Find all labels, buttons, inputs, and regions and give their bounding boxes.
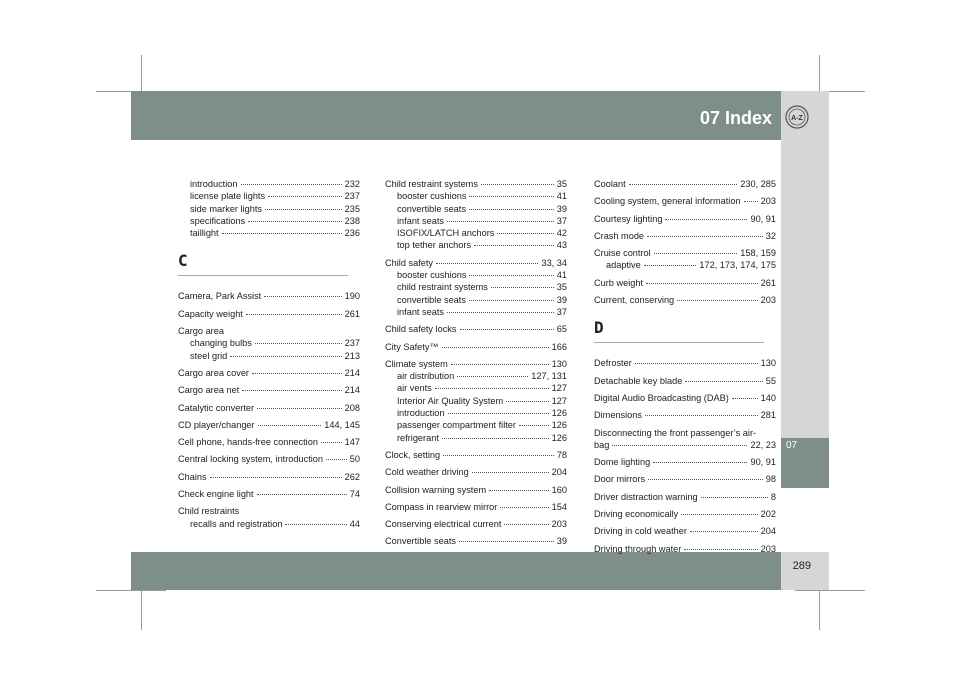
index-entry <box>594 375 776 387</box>
index-entry <box>385 341 567 353</box>
index-entry <box>594 277 776 289</box>
index-entry-label: introduction <box>190 179 238 189</box>
leader-dots <box>285 524 346 525</box>
index-entry-page: 172, 173, 174, 175 <box>699 260 776 271</box>
index-entry-label: Cargo area net <box>178 385 240 396</box>
index-entry-label: bag <box>594 439 610 450</box>
index-entry-page: 55 <box>765 375 776 386</box>
index-entry-page: 204 <box>551 467 567 478</box>
index-entry-label: Camera, Park Assist <box>178 291 262 302</box>
index-entry-page: 35 <box>556 282 567 293</box>
leader-dots <box>690 531 758 532</box>
index-entry <box>385 203 567 215</box>
index-entry-label: Collision warning system <box>385 484 487 495</box>
index-entry-label: Child restraints <box>178 506 240 517</box>
index-entry <box>178 518 360 530</box>
index-entry-label: Child safety <box>385 257 434 268</box>
index-entry-page: 204 <box>760 526 776 537</box>
index-entry <box>385 323 567 335</box>
index-entry-label: refrigerant <box>397 432 439 443</box>
index-entry-label: infant seats <box>397 306 444 317</box>
index-entry-label: Driver distraction warning <box>594 491 698 502</box>
index-entry-label: adaptive <box>606 260 641 271</box>
index-entry <box>594 213 776 225</box>
svg-text:A-Z: A-Z <box>791 115 803 122</box>
leader-dots <box>665 219 747 220</box>
index-entry-page: 74 <box>349 489 360 500</box>
index-entry <box>385 178 567 190</box>
index-entry <box>385 466 567 478</box>
index-entry <box>594 473 776 485</box>
index-entry-label: Compass in rearview mirror <box>385 501 498 512</box>
index-entry <box>594 508 776 520</box>
index-entry-label: Cargo area <box>178 326 224 337</box>
index-entry-page: 190 <box>344 291 360 302</box>
index-entry-page: 126 <box>551 408 567 419</box>
leader-dots <box>222 233 342 234</box>
leader-dots <box>519 425 549 426</box>
index-entry-label: Current, conserving <box>594 295 675 306</box>
index-entry-label: recalls and registration <box>190 518 283 529</box>
index-entry <box>178 419 360 431</box>
leader-dots <box>647 236 763 237</box>
leader-dots <box>684 549 757 550</box>
leader-dots <box>242 390 341 391</box>
leader-dots <box>677 300 757 301</box>
index-entry-label: booster cushions <box>397 191 467 202</box>
index-entry-page: 35 <box>556 179 567 189</box>
index-entry <box>178 505 360 517</box>
leader-dots <box>681 514 757 515</box>
index-entry <box>385 281 567 293</box>
index-entry-page: 203 <box>551 519 567 530</box>
index-entry <box>178 227 360 239</box>
index-entry <box>594 178 776 190</box>
index-entry-page: 202 <box>760 509 776 520</box>
index-entry-page: 22, 23 <box>750 439 776 450</box>
index-entry-page: 158, 159 <box>740 248 776 259</box>
index-entry-page: 37 <box>556 306 567 317</box>
index-entry-label: Disconnecting the front passenger’s air- <box>594 427 757 438</box>
leader-dots <box>474 245 554 246</box>
leader-dots <box>210 477 342 478</box>
index-entry <box>385 269 567 281</box>
index-entry-label: Curb weight <box>594 277 644 288</box>
index-entry-label: ISOFIX/LATCH anchors <box>397 228 495 239</box>
index-entry-page: 262 <box>344 471 360 482</box>
leader-dots <box>744 201 758 202</box>
index-entry-label: Cell phone, hands-free connection <box>178 437 318 448</box>
index-entry-label: Cruise control <box>594 248 651 259</box>
index-entry-label: Dome lighting <box>594 457 651 468</box>
index-entry <box>594 392 776 404</box>
index-entry-label: Child restraint systems <box>385 179 478 189</box>
leader-dots <box>257 494 347 495</box>
index-entry-page: 90, 91 <box>750 213 776 224</box>
index-entry-label: specifications <box>190 215 246 226</box>
index-entry-label: Driving economically <box>594 509 679 520</box>
leader-dots <box>448 413 549 414</box>
index-entry-label: Courtesy lighting <box>594 213 663 224</box>
leader-dots <box>635 363 758 364</box>
index-entry <box>178 290 360 302</box>
index-entry-page: 39 <box>556 294 567 305</box>
leader-dots <box>265 209 342 210</box>
index-entry-label: license plate lights <box>190 191 266 202</box>
leader-dots <box>241 184 342 185</box>
index-entry <box>594 259 776 271</box>
index-entry-page: 44 <box>349 518 360 529</box>
index-entry-page: 154 <box>551 501 567 512</box>
index-entry-label: Detachable key blade <box>594 375 683 386</box>
index-entry-page: 32 <box>765 230 776 241</box>
index-entry <box>178 367 360 379</box>
index-entry-label: child restraint systems <box>397 282 488 293</box>
index-entry-page: 130 <box>551 358 567 369</box>
index-entry <box>385 407 567 419</box>
leader-dots <box>504 524 548 525</box>
index-entry <box>178 436 360 448</box>
leader-dots <box>457 376 528 377</box>
index-entry <box>385 395 567 407</box>
index-entry-page: 236 <box>344 228 360 239</box>
leader-dots <box>644 265 697 266</box>
index-entry <box>385 215 567 227</box>
index-entry <box>594 409 776 421</box>
index-entry <box>385 257 567 269</box>
index-entry-label: Dimensions <box>594 410 642 421</box>
index-entry-page: 127 <box>551 383 567 394</box>
index-entry-label: Capacity weight <box>178 308 243 319</box>
leader-dots <box>653 462 747 463</box>
index-entry-label: Central locking system, introduction <box>178 454 324 465</box>
leader-dots <box>489 490 549 491</box>
index-entry-label: side marker lights <box>190 203 262 214</box>
leader-dots <box>732 398 758 399</box>
index-entry <box>385 306 567 318</box>
index-entry-page: 144, 145 <box>324 419 360 430</box>
leader-dots <box>252 373 342 374</box>
index-entry-page: 203 <box>760 295 776 306</box>
index-entry-page: 160 <box>551 484 567 495</box>
index-entry-page: 238 <box>344 215 360 226</box>
index-entry-label: steel grid <box>190 350 228 361</box>
index-entry-page: 237 <box>344 191 360 202</box>
index-entry <box>594 427 776 439</box>
index-entry <box>178 178 360 190</box>
index-entry-page: 127, 131 <box>531 371 567 382</box>
index-entry-label: taillight <box>190 228 219 239</box>
index-entry <box>385 449 567 461</box>
index-entry <box>385 419 567 431</box>
section-letter-c: C <box>178 251 188 271</box>
index-entry-page: 130 <box>760 358 776 369</box>
chapter-tab-label: 07 <box>786 440 798 451</box>
side-panel <box>781 91 829 488</box>
index-entry-label: Cooling system, general information <box>594 196 741 207</box>
index-entry <box>594 247 776 259</box>
index-entry-page: 281 <box>760 410 776 421</box>
index-entry <box>385 227 567 239</box>
index-entry-page: 261 <box>344 308 360 319</box>
index-entry <box>178 325 360 337</box>
page-title: 07 Index <box>699 108 772 128</box>
leader-dots <box>321 442 342 443</box>
index-entry-page: 41 <box>556 191 567 202</box>
index-entry <box>178 337 360 349</box>
index-entry <box>178 384 360 396</box>
crop-mark <box>795 590 865 591</box>
index-entry <box>385 358 567 370</box>
index-entry-label: convertible seats <box>397 203 466 214</box>
leader-dots <box>443 455 554 456</box>
index-entry-label: Clock, setting <box>385 449 441 460</box>
index-entry-page: 203 <box>760 543 776 554</box>
crop-mark <box>96 590 166 591</box>
index-entry-page: 98 <box>765 474 776 485</box>
leader-dots <box>500 507 548 508</box>
index-entry-page: 65 <box>556 324 567 335</box>
index-entry-label: air vents <box>397 383 432 394</box>
index-column-3 <box>594 178 776 555</box>
footer-band <box>131 552 781 590</box>
leader-dots <box>248 221 342 222</box>
index-entry-label: Defroster <box>594 358 632 369</box>
leader-dots <box>685 381 762 382</box>
leader-dots <box>246 314 342 315</box>
leader-dots <box>646 283 758 284</box>
leader-dots <box>469 209 554 210</box>
index-entry-page: 39 <box>556 203 567 214</box>
index-entry-page: 261 <box>760 277 776 288</box>
index-entry <box>385 518 567 530</box>
leader-dots <box>469 196 553 197</box>
leader-dots <box>645 415 758 416</box>
index-entry <box>178 402 360 414</box>
index-entry <box>594 357 776 369</box>
leader-dots <box>459 541 554 542</box>
index-entry-page: 127 <box>551 395 567 406</box>
index-entry-page: 214 <box>344 385 360 396</box>
leader-dots <box>258 425 322 426</box>
leader-dots <box>255 343 342 344</box>
index-entry <box>594 439 776 451</box>
index-entry <box>178 203 360 215</box>
index-entry-label: Interior Air Quality System <box>397 395 504 406</box>
index-entry-label: Convertible seats <box>385 536 456 547</box>
section-letter-d: D <box>594 318 604 338</box>
az-index-icon <box>785 105 809 129</box>
leader-dots <box>460 329 554 330</box>
index-entry-label: Driving through water <box>594 543 682 554</box>
index-entry-label: changing bulbs <box>190 338 252 349</box>
index-entry <box>385 432 567 444</box>
index-entry-page: 235 <box>344 203 360 214</box>
index-entry <box>178 215 360 227</box>
leader-dots <box>264 296 341 297</box>
index-entry-label: Cold weather driving <box>385 467 469 478</box>
leader-dots <box>230 356 341 357</box>
leader-dots <box>447 312 554 313</box>
index-entry-label: Digital Audio Broadcasting (DAB) <box>594 392 729 403</box>
index-column-2 <box>385 178 567 548</box>
index-entry <box>385 239 567 251</box>
index-entry-label: Catalytic converter <box>178 402 255 413</box>
index-entry-label: Coolant <box>594 179 626 189</box>
index-entry <box>594 230 776 242</box>
index-entry-page: 214 <box>344 367 360 378</box>
index-entry-label: Conserving electrical current <box>385 519 502 530</box>
leader-dots <box>506 401 548 402</box>
index-entry-label: Check engine light <box>178 489 254 500</box>
index-entry-page: 237 <box>344 338 360 349</box>
leader-dots <box>497 233 553 234</box>
leader-dots <box>654 253 738 254</box>
index-entry <box>385 294 567 306</box>
leader-dots <box>481 184 554 185</box>
leader-dots <box>648 479 763 480</box>
index-entry <box>594 491 776 503</box>
index-entry-page: 126 <box>551 432 567 443</box>
index-entry-label: top tether anchors <box>397 240 472 251</box>
index-entry <box>594 456 776 468</box>
index-entry-label: Climate system <box>385 358 448 369</box>
index-entry-page: 140 <box>760 392 776 403</box>
index-entry-page: 33, 34 <box>541 257 567 268</box>
index-entry <box>178 471 360 483</box>
index-entry-label: Crash mode <box>594 230 645 241</box>
index-entry-page: 126 <box>551 420 567 431</box>
index-entry <box>178 453 360 465</box>
index-entry <box>178 350 360 362</box>
index-entry <box>178 308 360 320</box>
index-column-1 <box>178 178 360 530</box>
section-rule <box>594 342 764 343</box>
leader-dots <box>469 275 553 276</box>
index-entry <box>594 294 776 306</box>
index-entry-label: CD player/changer <box>178 419 255 430</box>
index-entry-label: Cargo area cover <box>178 367 249 378</box>
index-entry <box>385 484 567 496</box>
leader-dots <box>326 459 347 460</box>
index-entry-page: 213 <box>344 350 360 361</box>
index-entry <box>178 190 360 202</box>
index-entry-page: 8 <box>770 491 776 502</box>
index-entry-label: convertible seats <box>397 294 466 305</box>
leader-dots <box>701 497 768 498</box>
index-entry-page: 90, 91 <box>750 457 776 468</box>
leader-dots <box>257 408 342 409</box>
leader-dots <box>469 300 554 301</box>
index-entry-page: 41 <box>556 270 567 281</box>
index-entry <box>385 535 567 547</box>
index-entry-label: air distribution <box>397 371 455 382</box>
index-entry-page: 147 <box>344 437 360 448</box>
leader-dots <box>629 184 738 185</box>
index-entry-label: passenger compartment filter <box>397 420 516 431</box>
leader-dots <box>491 287 554 288</box>
index-entry-page: 203 <box>760 196 776 207</box>
index-entry <box>385 501 567 513</box>
leader-dots <box>436 263 538 264</box>
index-entry-page: 230, 285 <box>740 179 776 189</box>
index-entry <box>594 543 776 555</box>
leader-dots <box>612 445 747 446</box>
section-rule <box>178 275 348 276</box>
index-entry-page: 232 <box>344 179 360 189</box>
index-entry-label: Door mirrors <box>594 474 646 485</box>
leader-dots <box>472 472 549 473</box>
index-entry <box>594 525 776 537</box>
index-entry-label: Driving in cold weather <box>594 526 687 537</box>
index-entry <box>385 370 567 382</box>
leader-dots <box>447 221 554 222</box>
index-entry <box>594 195 776 207</box>
index-entry-page: 50 <box>349 454 360 465</box>
index-entry-page: 39 <box>556 536 567 547</box>
leader-dots <box>451 364 549 365</box>
index-entry-label: Chains <box>178 471 207 482</box>
index-entry-page: 37 <box>556 215 567 226</box>
index-entry-label: City Safety™ <box>385 341 439 352</box>
index-entry-page: 208 <box>344 402 360 413</box>
index-entry-page: 166 <box>551 341 567 352</box>
index-entry-page: 42 <box>556 228 567 239</box>
index-entry-page: 78 <box>556 449 567 460</box>
index-entry-label: introduction <box>397 408 445 419</box>
index-entry <box>385 382 567 394</box>
index-entry-label: Child safety locks <box>385 324 457 335</box>
index-entry <box>385 190 567 202</box>
index-entry <box>178 488 360 500</box>
leader-dots <box>442 347 549 348</box>
index-entry-label: infant seats <box>397 215 444 226</box>
leader-dots <box>268 196 342 197</box>
page-number: 289 <box>792 560 811 572</box>
leader-dots <box>435 388 549 389</box>
index-entry-page: 43 <box>556 240 567 251</box>
index-entry-label: booster cushions <box>397 270 467 281</box>
leader-dots <box>442 438 549 439</box>
